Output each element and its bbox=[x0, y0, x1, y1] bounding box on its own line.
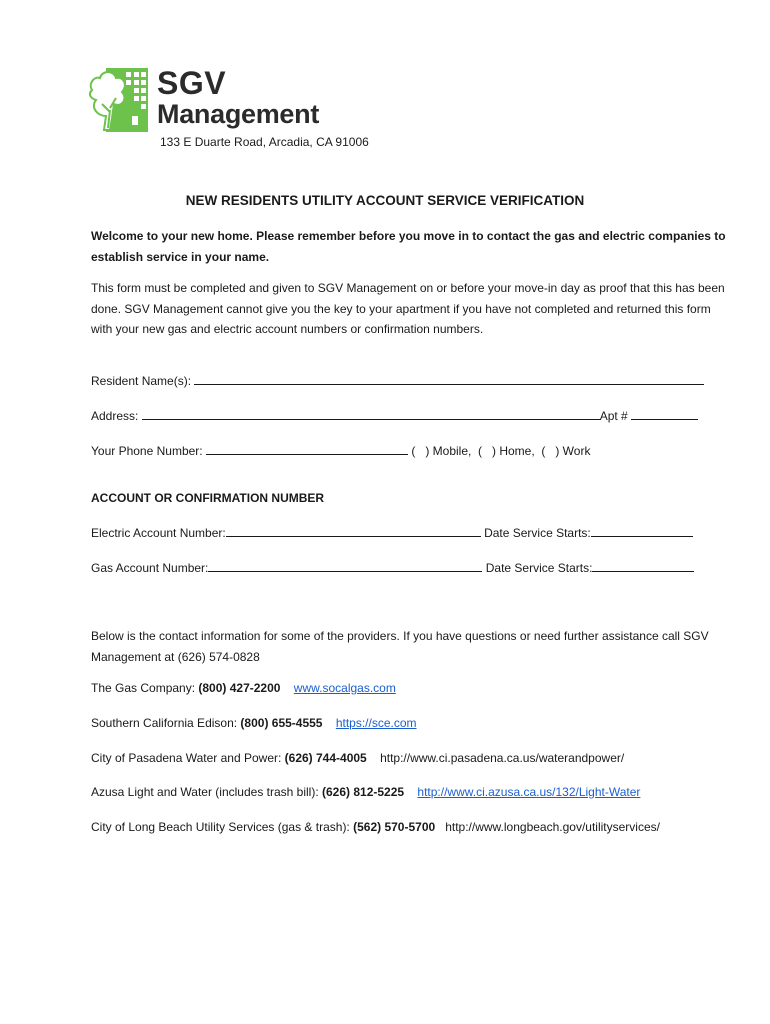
apt-field[interactable] bbox=[631, 408, 698, 420]
apt-label: Apt # bbox=[599, 409, 628, 423]
provider-phone: (626) 812-5225 bbox=[322, 785, 405, 799]
address-field[interactable] bbox=[142, 408, 600, 420]
provider-phone: (562) 570-5700 bbox=[353, 820, 436, 834]
gas-date-field[interactable] bbox=[592, 560, 694, 572]
phone-row bbox=[91, 443, 590, 459]
account-section-heading: ACCOUNT OR CONFIRMATION NUMBER bbox=[91, 491, 325, 505]
provider-row bbox=[91, 715, 417, 731]
electric-account-label: Electric Account Number: bbox=[91, 526, 226, 540]
provider-link[interactable]: http://www.ci.azusa.ca.us/132/Light-Water bbox=[417, 785, 641, 799]
provider-row bbox=[91, 784, 640, 800]
provider-name: Southern California Edison: bbox=[91, 716, 241, 730]
provider-name: City of Pasadena Water and Power: bbox=[91, 751, 285, 765]
provider-name: Azusa Light and Water (includes trash bill): bbox=[91, 785, 322, 799]
electric-date-field[interactable] bbox=[591, 525, 693, 537]
logo-sgv-text: SGV bbox=[157, 65, 227, 101]
provider-name: The Gas Company: bbox=[91, 681, 199, 695]
provider-row bbox=[91, 819, 660, 835]
resident-name-row bbox=[91, 373, 704, 389]
provider-phone: (800) 427-2200 bbox=[198, 681, 281, 695]
provider-url-text: http://www.longbeach.gov/utilityservices/ bbox=[445, 820, 660, 834]
provider-link[interactable]: https://sce.com bbox=[335, 716, 417, 730]
gas-account-field[interactable] bbox=[208, 560, 482, 572]
phone-type-options[interactable]: ( ) Mobile, ( ) Home, ( ) Work bbox=[411, 444, 591, 458]
provider-name: City of Long Beach Utility Services (gas & trash): bbox=[91, 820, 354, 834]
gas-account-row bbox=[91, 560, 694, 576]
sgv-logo-icon bbox=[88, 68, 148, 132]
resident-name-field[interactable] bbox=[194, 373, 704, 385]
welcome-paragraph: Welcome to your new home. Please remember before you move in to contact the gas and electric companies to establish service in your name. bbox=[91, 229, 726, 264]
company-address: 133 E Duarte Road, Arcadia, CA 91006 bbox=[160, 135, 369, 149]
logo-management-text: Management bbox=[157, 99, 320, 129]
gas-date-label: Date Service Starts: bbox=[485, 561, 593, 575]
phone-label: Your Phone Number: bbox=[91, 444, 203, 458]
contact-intro-paragraph: Below is the contact information for some of the providers. If you have questions or need further assistance call SGV Management at (626) 574-0828 bbox=[91, 629, 709, 664]
form-title: NEW RESIDENTS UTILITY ACCOUNT SERVICE VERIFICATION bbox=[185, 193, 585, 208]
provider-phone: (626) 744-4005 bbox=[284, 751, 367, 765]
electric-date-label: Date Service Starts: bbox=[484, 526, 591, 540]
resident-name-label: Resident Name(s): bbox=[91, 374, 192, 388]
provider-row bbox=[91, 680, 396, 696]
requirement-paragraph: This form must be completed and given to SGV Management on or before your move-in day as proof that this has been done. SGV Management cannot give you the key to your apartment if you have not completed and returned this form with your new gas and electric account numbers or confirmation numbers. bbox=[91, 281, 725, 336]
address-row bbox=[91, 408, 698, 424]
gas-account-label: Gas Account Number: bbox=[91, 561, 209, 575]
electric-account-row bbox=[91, 525, 693, 541]
provider-row bbox=[91, 750, 624, 766]
provider-link[interactable]: www.socalgas.com bbox=[293, 681, 396, 695]
provider-phone: (800) 655-4555 bbox=[240, 716, 323, 730]
electric-account-field[interactable] bbox=[226, 525, 481, 537]
address-label: Address: bbox=[91, 409, 139, 423]
phone-field[interactable] bbox=[206, 443, 408, 455]
provider-url-text: http://www.ci.pasadena.ca.us/waterandpower/ bbox=[380, 751, 625, 765]
